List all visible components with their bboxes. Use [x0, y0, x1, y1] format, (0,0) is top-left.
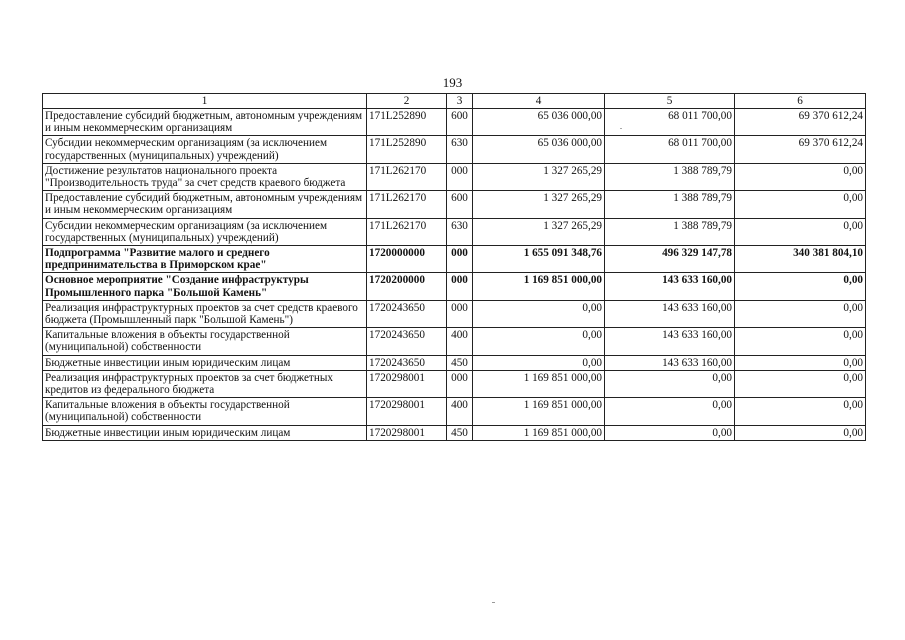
amount-col-5: 1 388 789,79: [605, 163, 735, 190]
target-code: 1720298001: [367, 425, 447, 440]
column-header: 2: [367, 94, 447, 109]
expense-type-code: 600: [447, 191, 473, 218]
expense-type-code: 630: [447, 136, 473, 163]
expense-type-code: 000: [447, 163, 473, 190]
table-row: [43, 398, 866, 425]
amount-col-5: 496 329 147,78: [605, 246, 735, 273]
amount-col-6: 0,00: [735, 300, 866, 327]
table-row: [43, 218, 866, 245]
scan-artifact: [620, 128, 622, 129]
amount-col-6: 0,00: [735, 355, 866, 370]
amount-col-4: 1 169 851 000,00: [473, 370, 605, 397]
amount-col-6: 0,00: [735, 191, 866, 218]
amount-col-6: 0,00: [735, 398, 866, 425]
table-row: [43, 328, 866, 355]
expense-type-code: 400: [447, 328, 473, 355]
amount-col-4: 1 655 091 348,76: [473, 246, 605, 273]
amount-col-4: 1 169 851 000,00: [473, 398, 605, 425]
target-code: 171L262170: [367, 191, 447, 218]
table-row: [43, 136, 866, 163]
table-row: [43, 425, 866, 440]
column-number-row: [43, 94, 866, 109]
amount-col-4: 1 327 265,29: [473, 218, 605, 245]
amount-col-4: 1 169 851 000,00: [473, 425, 605, 440]
target-code: 1720243650: [367, 355, 447, 370]
amount-col-6: 0,00: [735, 328, 866, 355]
page-number: 193: [442, 75, 463, 90]
amount-col-6: 69 370 612,24: [735, 136, 866, 163]
column-header: 5: [605, 94, 735, 109]
budget-table: [42, 93, 866, 441]
amount-col-5: 143 633 160,00: [605, 355, 735, 370]
column-header: 6: [735, 94, 866, 109]
target-code: 1720000000: [367, 246, 447, 273]
column-header: 1: [43, 94, 367, 109]
scan-artifact: [492, 602, 495, 603]
target-code: 1720200000: [367, 273, 447, 300]
table-row: [43, 109, 866, 136]
table-row: [43, 246, 866, 273]
amount-col-4: 0,00: [473, 355, 605, 370]
table-row: [43, 163, 866, 190]
row-name: Бюджетные инвестиции иным юридическим лицам: [43, 355, 367, 370]
row-name: Капитальные вложения в объекты государственной (муниципальной) собственности: [43, 328, 367, 355]
target-code: 1720298001: [367, 398, 447, 425]
expense-type-code: 000: [447, 246, 473, 273]
amount-col-5: 68 011 700,00: [605, 136, 735, 163]
row-name: Бюджетные инвестиции иным юридическим лицам: [43, 425, 367, 440]
row-name: Субсидии некоммерческим организациям (за исключением государственных (муниципальных) учреждений): [43, 218, 367, 245]
expense-type-code: 000: [447, 273, 473, 300]
expense-type-code: 600: [447, 109, 473, 136]
target-code: 1720243650: [367, 328, 447, 355]
expense-type-code: 000: [447, 370, 473, 397]
amount-col-4: 1 169 851 000,00: [473, 273, 605, 300]
amount-col-5: 68 011 700,00: [605, 109, 735, 136]
amount-col-6: 0,00: [735, 425, 866, 440]
amount-col-4: 65 036 000,00: [473, 109, 605, 136]
row-name: Реализация инфраструктурных проектов за счет средств краевого бюджета (Промышленный парк "Большой Камень"): [43, 300, 367, 327]
row-name: Основное мероприятие "Создание инфраструктуры Промышленного парка "Большой Камень": [43, 273, 367, 300]
amount-col-5: 0,00: [605, 398, 735, 425]
row-name: Реализация инфраструктурных проектов за счет бюджетных кредитов из федерального бюджета: [43, 370, 367, 397]
row-name: Достижение результатов национального проекта "Производительность труда" за счет средств краевого бюджета: [43, 163, 367, 190]
expense-type-code: 630: [447, 218, 473, 245]
table-row: [43, 300, 866, 327]
amount-col-6: 69 370 612,24: [735, 109, 866, 136]
target-code: 171L262170: [367, 163, 447, 190]
row-name: Капитальные вложения в объекты государственной (муниципальной) собственности: [43, 398, 367, 425]
table-row: [43, 273, 866, 300]
expense-type-code: 450: [447, 425, 473, 440]
amount-col-4: 0,00: [473, 328, 605, 355]
amount-col-6: 0,00: [735, 370, 866, 397]
amount-col-4: 1 327 265,29: [473, 191, 605, 218]
expense-type-code: 000: [447, 300, 473, 327]
row-name: Предоставление субсидий бюджетным, автономным учреждениям и иным некоммерческим организациям: [43, 191, 367, 218]
amount-col-5: 143 633 160,00: [605, 328, 735, 355]
amount-col-4: 0,00: [473, 300, 605, 327]
amount-col-6: 340 381 804,10: [735, 246, 866, 273]
amount-col-5: 0,00: [605, 370, 735, 397]
row-name: Подпрограмма "Развитие малого и среднего предпринимательства в Приморском крае": [43, 246, 367, 273]
amount-col-5: 0,00: [605, 425, 735, 440]
target-code: 1720298001: [367, 370, 447, 397]
table-row: [43, 370, 866, 397]
amount-col-5: 143 633 160,00: [605, 273, 735, 300]
table-body: [43, 109, 866, 441]
column-header: 3: [447, 94, 473, 109]
amount-col-4: 1 327 265,29: [473, 163, 605, 190]
amount-col-5: 1 388 789,79: [605, 191, 735, 218]
expense-type-code: 450: [447, 355, 473, 370]
target-code: 171L252890: [367, 109, 447, 136]
amount-col-4: 65 036 000,00: [473, 136, 605, 163]
amount-col-6: 0,00: [735, 273, 866, 300]
column-header: 4: [473, 94, 605, 109]
target-code: 171L252890: [367, 136, 447, 163]
amount-col-6: 0,00: [735, 163, 866, 190]
table-row: [43, 355, 866, 370]
table-row: [43, 191, 866, 218]
amount-col-5: 143 633 160,00: [605, 300, 735, 327]
expense-type-code: 400: [447, 398, 473, 425]
row-name: Субсидии некоммерческим организациям (за исключением государственных (муниципальных) учреждений): [43, 136, 367, 163]
target-code: 1720243650: [367, 300, 447, 327]
amount-col-6: 0,00: [735, 218, 866, 245]
row-name: Предоставление субсидий бюджетным, автономным учреждениям и иным некоммерческим организациям: [43, 109, 367, 136]
target-code: 171L262170: [367, 218, 447, 245]
amount-col-5: 1 388 789,79: [605, 218, 735, 245]
